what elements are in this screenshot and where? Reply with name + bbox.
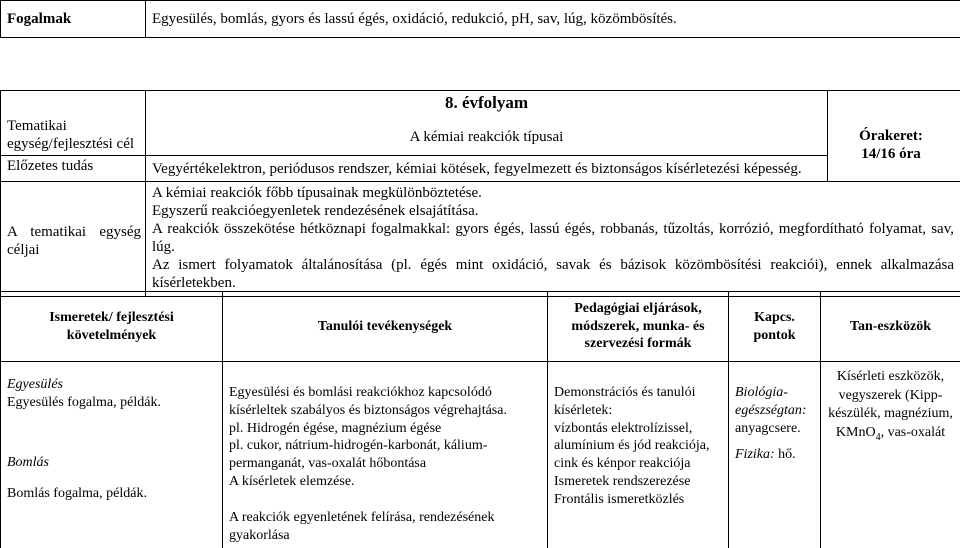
topic-title: A kémiai reakciók típusai xyxy=(409,129,564,145)
hours-label: Órakeret: xyxy=(859,128,923,144)
content-row xyxy=(1,362,960,548)
prior-text: Vegyértékelektron, periódusos rendszer, kémiai kötések, fegyelmezett és biztonságos kísérletezési képesség. xyxy=(146,156,828,182)
link-text-biology: anyagcsere. xyxy=(735,420,801,436)
activities-cell xyxy=(223,362,548,548)
knowledge-heading-1: Egyesülés xyxy=(7,377,63,392)
link-subject-biology: Biológia-egészségtan: xyxy=(735,385,807,418)
hours-cell xyxy=(828,91,960,182)
link-subject-physics: Fizika: xyxy=(735,447,775,463)
method-line: Frontális ismeretközlés xyxy=(554,491,685,507)
method-line: vízbontás elektrolízissel, xyxy=(554,420,693,436)
activity-text: Egyesülési és bomlási reakciókhoz kapcsolódó kísérleltek szabályos és biztonságos végrehajtása. xyxy=(229,385,507,418)
concepts-label: Fogalmak xyxy=(1,1,146,38)
activity-text: A reakciók egyenletének felírása, rendezésének gyakorlása xyxy=(229,509,495,543)
goal-item: A kémiai reakciók főbb típusainak megkülönböztetése. xyxy=(152,185,482,201)
activity-text: A kísérletek elemzése. xyxy=(229,473,355,489)
hours-value: 14/16 óra xyxy=(861,146,921,162)
goals-label: A tematikai egység céljai xyxy=(7,224,141,258)
knowledge-text-1: Egyesülés fogalma, példák. xyxy=(7,394,161,410)
methods-cell xyxy=(548,362,729,548)
col-header-methods: Pedagógiai eljárások, módszerek, munka- és szervezési formák xyxy=(548,292,729,362)
unit-label-cell xyxy=(1,91,146,156)
tools-cell xyxy=(821,362,960,548)
col-header-links: Kapcs. pontok xyxy=(729,292,821,362)
knowledge-heading-2: Bomlás xyxy=(7,454,49,470)
concepts-table xyxy=(0,0,960,38)
content-table xyxy=(0,291,960,548)
goals-label-cell xyxy=(1,182,146,297)
link-physics xyxy=(735,446,814,464)
goals-list xyxy=(146,182,960,297)
unit-title-cell xyxy=(146,91,828,156)
method-line: Demonstrációs és tanulói kísérletek: xyxy=(554,385,696,418)
col-header-knowledge: Ismeretek/ fejlesztési követelmények xyxy=(1,292,223,362)
tools-subscript: 4 xyxy=(875,431,881,443)
knowledge-cell xyxy=(1,362,223,548)
tools-text: Kísérleti eszközök, vegyszerek (Kipp-készülék, magnézium, KMnO xyxy=(828,369,953,440)
topic-table xyxy=(0,90,960,297)
goal-item: Az ismert folyamatok általánosítása (pl. égés mint oxidáció, savak és bázisok közömbösítési reakciói), ennek alkalmazása kísérletekben. xyxy=(152,257,954,291)
method-line: alumínium és jód reakciója, xyxy=(554,438,710,454)
knowledge-text-2: Bomlás fogalma, példák. xyxy=(7,486,147,502)
col-header-tools: Tan-eszközök xyxy=(821,292,960,362)
link-text-physics: hő. xyxy=(778,447,796,463)
method-line: cink és kénpor reakciója xyxy=(554,456,691,472)
goal-item: A reakciók összekötése hétköznapi fogalmakkal: gyors égés, lassú égés, robbanás, tűzoltás, korrózió, megfordítható folyamat, sav, lúg. xyxy=(152,221,954,255)
unit-label: Tematikai egység/fejlesztési cél xyxy=(7,118,135,152)
column-header-row xyxy=(1,292,960,362)
year-heading: 8. évfolyam xyxy=(444,93,529,112)
goal-item: Egyszerű reakcióegyenletek rendezésének elsajátítása. xyxy=(152,203,479,219)
concepts-text: Egyesülés, bomlás, gyors és lassú égés, oxidáció, redukció, pH, sav, lúg, közömbösítés. xyxy=(146,1,960,38)
links-cell xyxy=(729,362,821,548)
method-line: Ismeretek rendszerezése xyxy=(554,473,691,489)
activity-text: pl. cukor, nátrium-hidrogén-karbonát, kálium-permanganát, vas-oxalát hőbontása xyxy=(229,438,488,472)
prior-label: Előzetes tudás xyxy=(1,156,146,182)
activity-text: pl. Hidrogén égése, magnézium égése xyxy=(229,420,442,436)
col-header-activities: Tanulói tevékenységek xyxy=(223,292,548,362)
tools-text-end: , vas-oxalát xyxy=(880,424,946,440)
